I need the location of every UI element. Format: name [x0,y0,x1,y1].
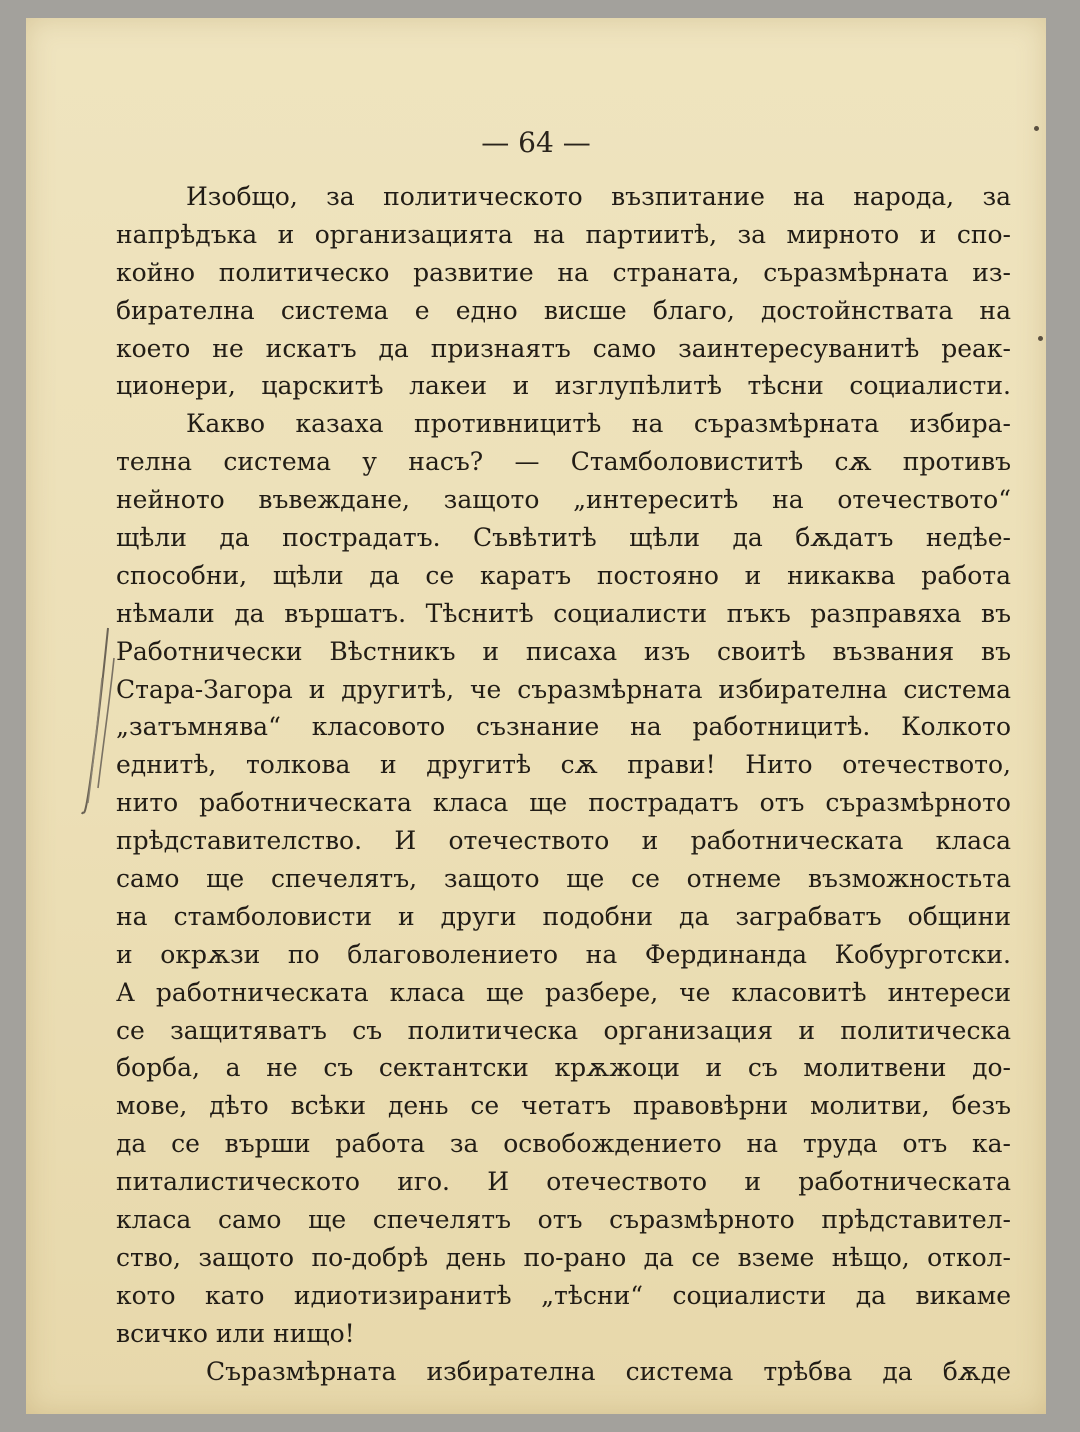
page-number: — 64 — [481,126,591,159]
text-line: койно политическо развитие на страната, съразмѣрната из- [116,257,1011,287]
text-line: прѣдставителство. И отечеството и работническата класа [116,826,1011,856]
text-line: напрѣдъка и организацията на партиитѣ, за мирното и спо- [116,219,1011,249]
pencil-margin-mark [78,618,118,818]
text-line: еднитѣ, толкова и другитѣ сѫ прави! Нито отечеството, [116,750,1011,780]
text-line: да се върши работа за освобождението на труда отъ ка- [116,1129,1011,1159]
text-line: всичко или нищо! [116,1318,355,1348]
text-line: кото като идиотизиранитѣ „тѣсни“ социалисти да викаме [116,1280,1011,1310]
text-line: нито работническата класа ще пострадатъ отъ съразмѣрното [116,788,1011,818]
text-line: борба, а не съ сектантски крѫжоци и съ молитвени до- [116,1053,1011,1083]
text-line: бирателна система е едно висше благо, достойнствата на [116,295,1011,325]
text-line: което не искатъ да признаятъ само заинтересуванитѣ реак- [116,333,1011,363]
text-line: питалистическото иго. И отечеството и работническата [116,1167,1011,1197]
paper-speck [1034,126,1039,131]
text-line: ционери, царскитѣ лакеи и изглупѣлитѣ тѣсни социалисти. [116,371,1011,401]
text-line: Стара-Загора и другитѣ, че съразмѣрната избирателна система [116,674,1011,704]
paper-speck [1038,336,1043,341]
text-line: само ще спечелятъ, защото ще се отнеме възможностьта [116,864,1011,894]
text-line: Изобщо, за политическото възпитание на народа, за [186,182,1011,211]
text-line: способни, щѣли да се каратъ постояно и никаква работа [116,560,1011,590]
text-line: мове, дѣто всѣки день се четатъ правовѣрни молитви, безъ [116,1091,1011,1121]
text-line: телна система у насъ? — Стамболовиститѣ сѫ противъ [116,447,1011,477]
body-text [116,178,1011,1391]
text-line: нейното въвеждане, защото „интереситѣ на отечеството“ [116,485,1011,515]
text-line: на стамболовисти и други подобни да заграбватъ общини [116,901,1011,931]
text-line: Какво казаха противницитѣ на съразмѣрната избира- [186,409,1011,439]
text-line: А работническата класа ще разбере, че класовитѣ интереси [116,977,1011,1007]
book-page [26,18,1046,1414]
text-line: щѣли да пострадатъ. Съвѣтитѣ щѣли да бѫдатъ недѣе- [116,523,1011,553]
text-line: Работнически Вѣстникъ и писаха изъ своитѣ възвания въ [116,636,1011,666]
text-line: Съразмѣрната избирателна система трѣбва да бѫде [206,1356,1011,1386]
text-line: ство, защото по-добрѣ день по-рано да се вземе нѣщо, откол- [116,1242,1011,1272]
text-line: класа само ще спечелятъ отъ съразмѣрното прѣдставител- [116,1205,1011,1235]
text-line: нѣмали да вършатъ. Тѣснитѣ социалисти пъкъ разправяха въ [116,598,1011,628]
text-line: се защитяватъ съ политическа организация и политическа [116,1015,1011,1045]
text-line: и окрѫзи по благоволението на Фердинанда Кобурготски. [116,939,1011,969]
text-line: „затъмнява“ класовото съзнание на работницитѣ. Колкото [116,712,1011,742]
